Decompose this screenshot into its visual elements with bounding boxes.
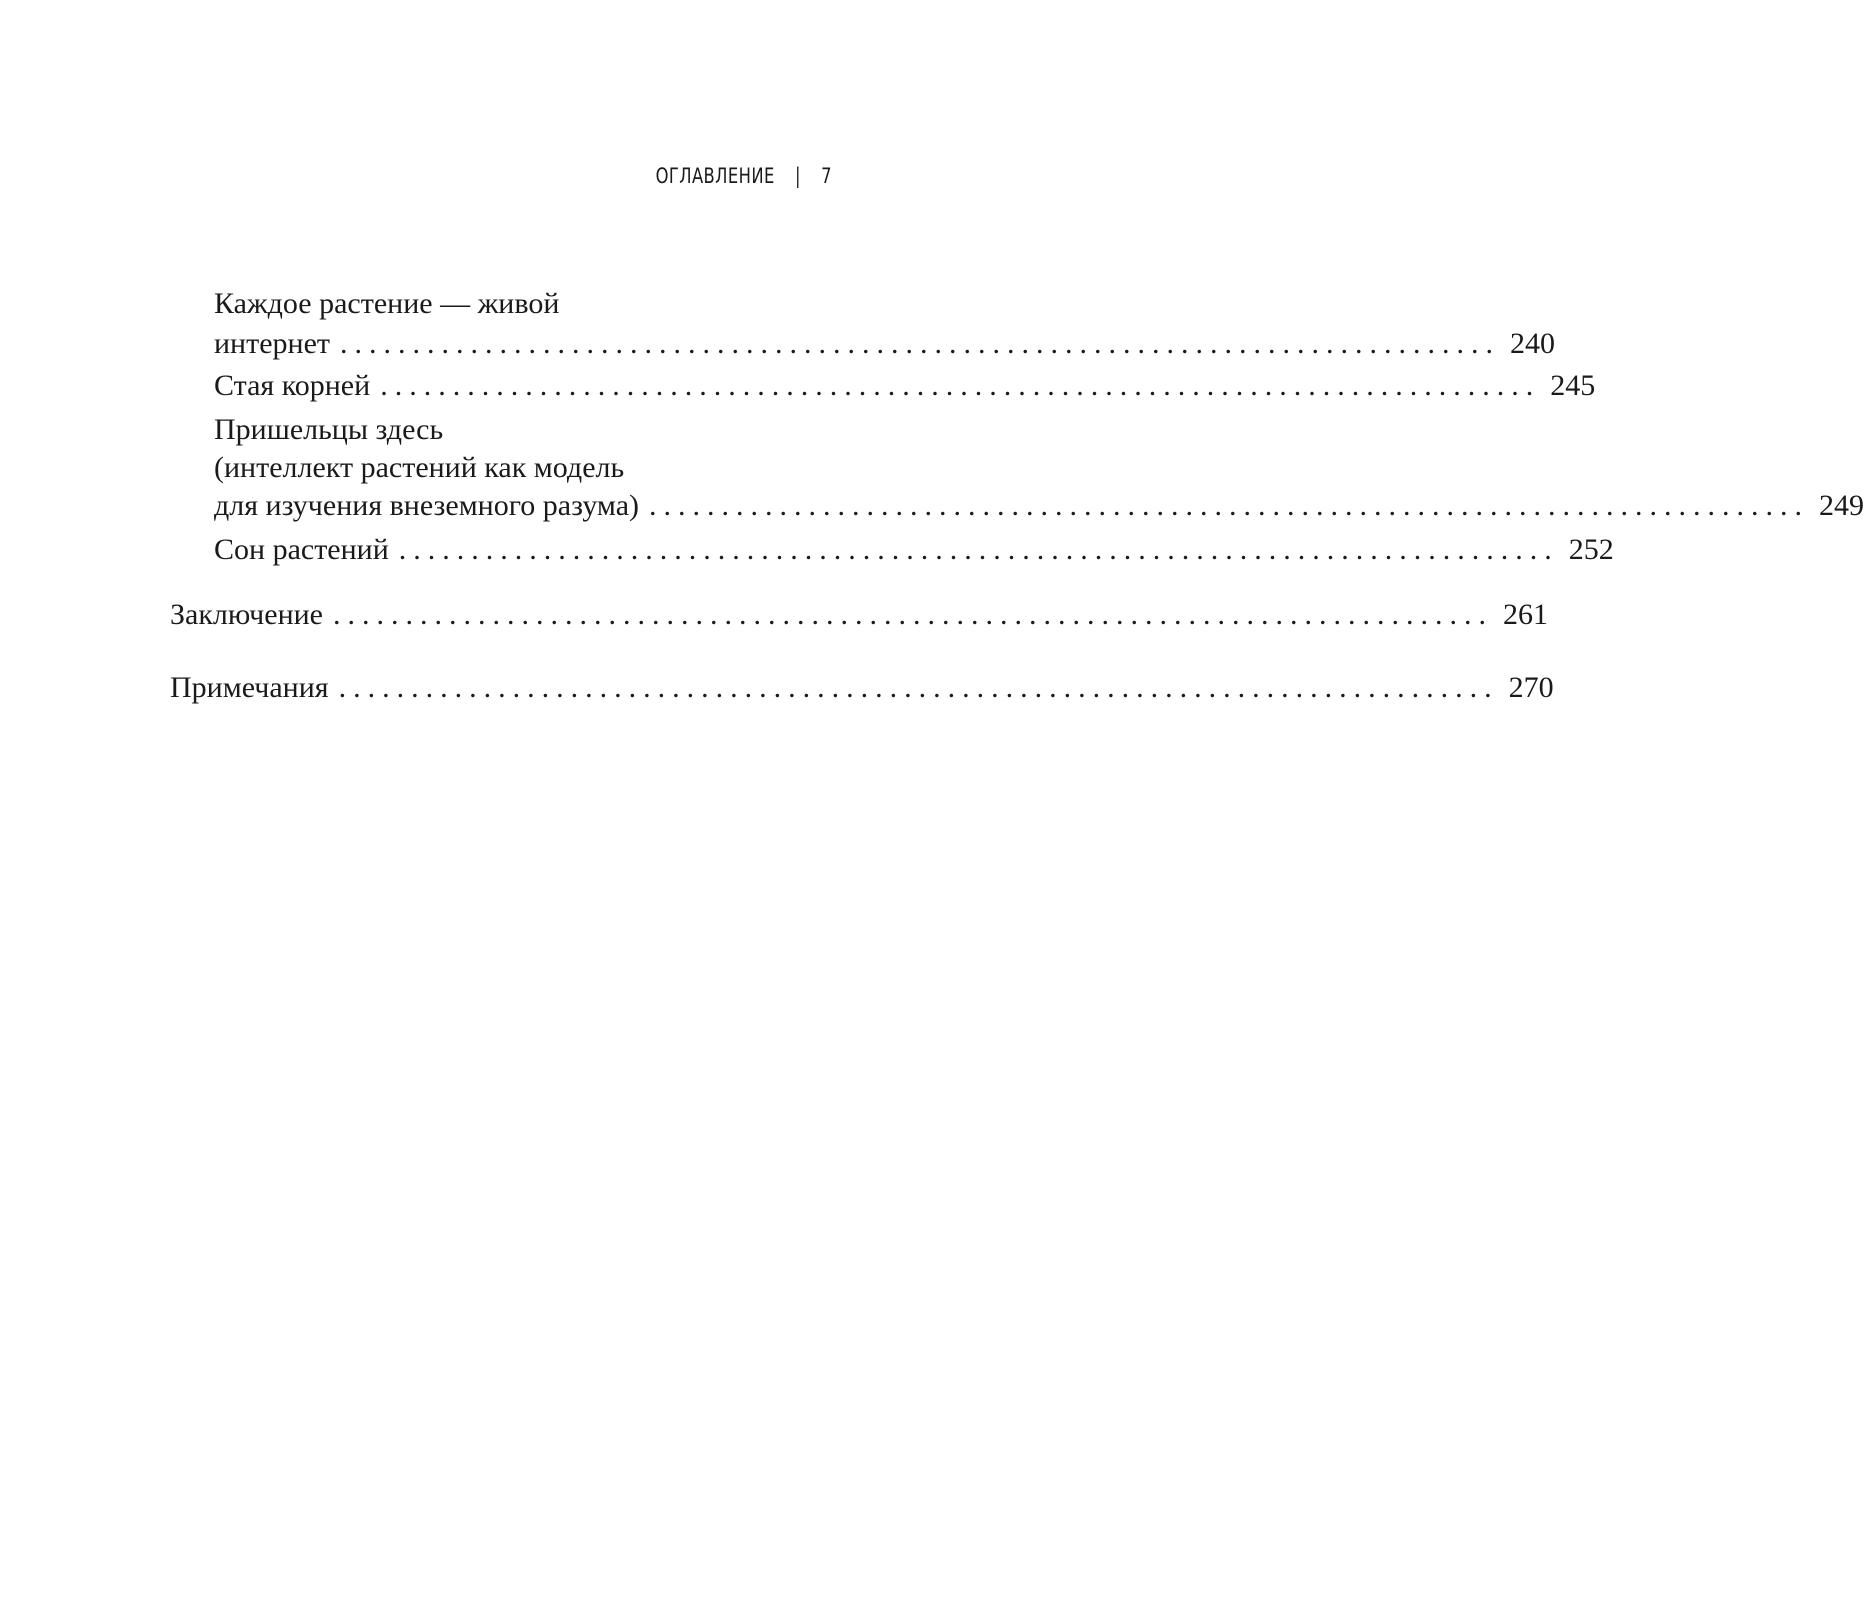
toc-entry-title-line (214, 410, 830, 450)
dot-leader: ................................................................................ (380, 369, 1541, 402)
toc-entry-label: (интеллект растений как модель (214, 451, 625, 484)
toc-entry-page: 261 (1503, 598, 1548, 631)
toc-entry-label: интернет (214, 327, 331, 360)
toc-entry[interactable] (214, 486, 1864, 526)
dot-leader: ................................................................................ (649, 489, 1810, 522)
toc-entry-page: 252 (1568, 533, 1614, 566)
toc-entry[interactable] (170, 668, 1554, 708)
toc-entry-label: Заключение (170, 598, 323, 631)
toc-entry-label: Сон растений (214, 533, 389, 566)
dot-leader: ................................................................................ (333, 598, 1493, 631)
running-head (620, 164, 832, 196)
toc-entry[interactable] (170, 595, 1548, 635)
page-number: 7 (821, 164, 832, 188)
toc-entry-page: 240 (1510, 327, 1556, 360)
running-head-title: ОГЛАВЛЕНИЕ (655, 164, 775, 188)
dot-leader: ................................................................................ (338, 671, 1499, 704)
dot-leader: ................................................................................ (340, 327, 1501, 360)
toc-entry[interactable] (214, 530, 1614, 570)
toc-entry-title-line (214, 448, 830, 488)
toc-entry-label: Примечания (170, 671, 329, 704)
toc-entry-label: Каждое растение — живой (214, 287, 560, 320)
toc-entry[interactable] (214, 324, 1556, 364)
toc-entry-title-line (214, 284, 830, 324)
toc-entry-label: Стая корней (214, 369, 371, 402)
toc-entry-label: Пришельцы здесь (214, 413, 444, 446)
toc-entry-page: 270 (1508, 671, 1554, 704)
running-head-separator: | (794, 164, 801, 188)
dot-leader: ................................................................................ (398, 533, 1559, 566)
toc-entry-page: 245 (1550, 369, 1596, 402)
toc-entry[interactable] (214, 366, 1596, 406)
toc-entry-label: для изучения внеземного разума) (214, 489, 640, 522)
toc-entry-page: 249 (1819, 489, 1864, 522)
